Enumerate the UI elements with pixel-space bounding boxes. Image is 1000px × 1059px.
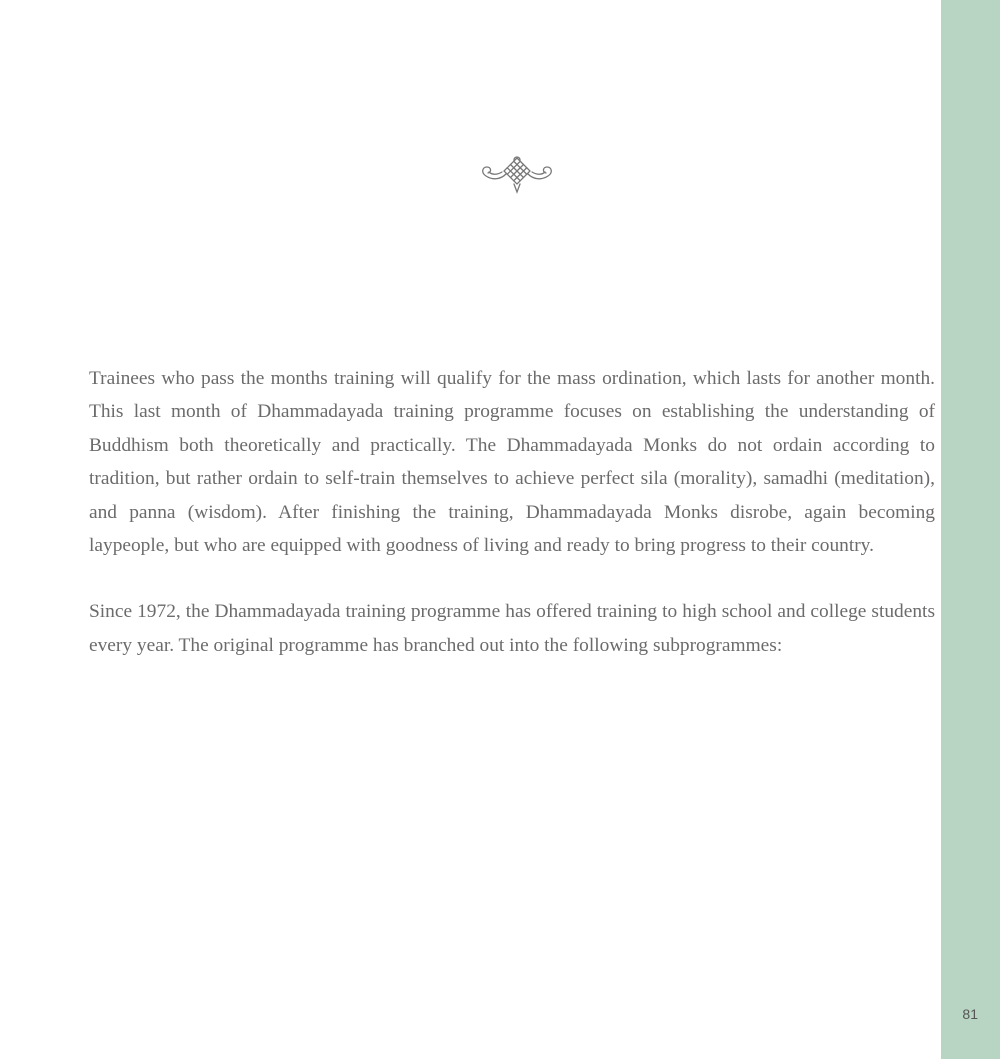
paragraph-history: Since 1972, the Dhammadayada training programme has offered training to high school and college students every year. The original programme has branched out into the following subprogrammes: — [89, 601, 935, 656]
endless-knot-flourish-icon — [478, 154, 556, 196]
side-color-band — [941, 0, 1000, 1059]
page-number: 81 — [962, 1006, 978, 1022]
paragraph-ordination: Trainees who pass the months training will qualify for the mass ordination, which lasts for another month. This last month of Dhammadayada training programme focuses on establishing the understanding of Buddhism both theoretically and practically. The Dhammadayada Monks do not ordain according to tradition, but rather ordain to self-train themselves to achieve perfect sila (morality), samadhi (meditation), and panna (wisdom). After finishing the training, Dhammadayada Monks disrobe, again becoming laypeople, but who are equipped with goodness of living and ready to bring progress to their country. — [89, 368, 935, 557]
body-text — [89, 362, 935, 695]
